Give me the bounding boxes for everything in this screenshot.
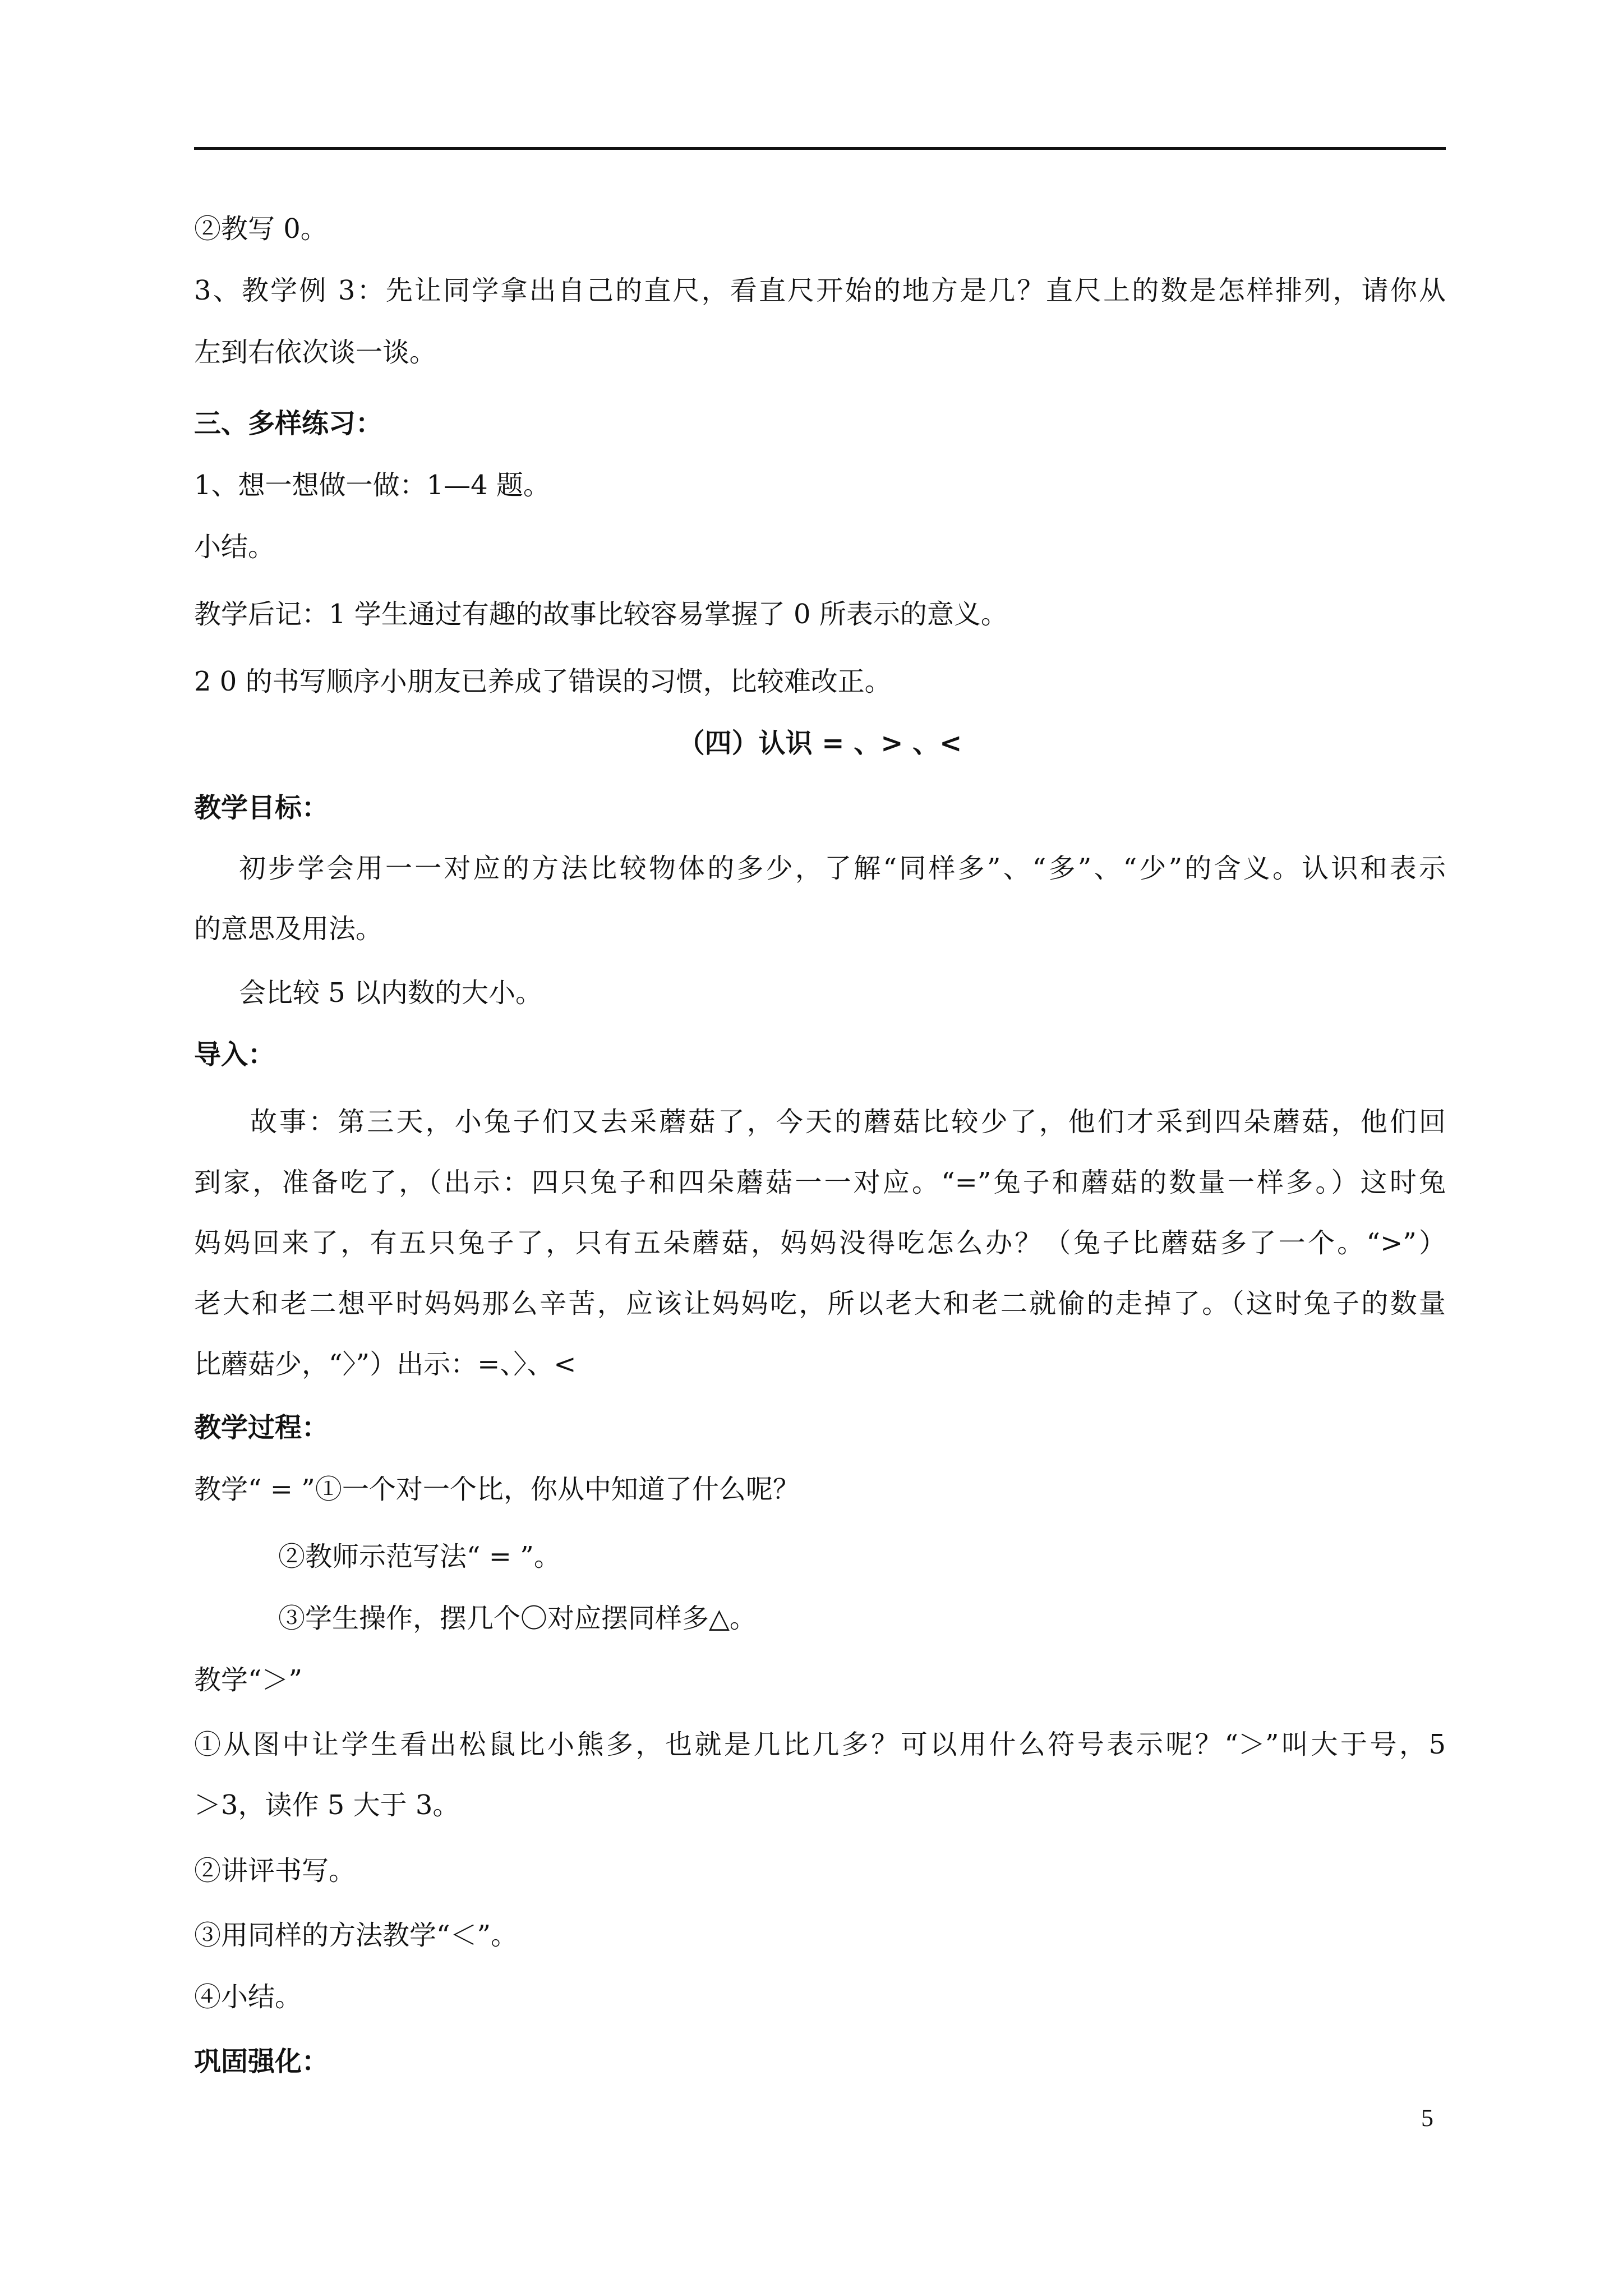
text-line: ②教师示范写法“ = ”。: [278, 1541, 561, 1572]
text-line: 妈妈回来了，有五只兔子了，只有五朵蘑菇，妈妈没得吃怎么办？（兔子比蘑菇多了一个。“>”）: [194, 1227, 1446, 1259]
text-line: ＞3，读作 5 大于 3。: [194, 1789, 460, 1821]
text-line: ②讲评书写。: [194, 1855, 356, 1887]
section-heading: 教学目标：: [194, 792, 329, 823]
text-line: 老大和老二想平时妈妈那么辛苦，应该让妈妈吃，所以老大和老二就偷的走掉了。（这时兔子的数量: [194, 1288, 1446, 1319]
text-line: 教学“ = ”①一个对一个比，你从中知道了什么呢？: [194, 1474, 800, 1505]
text-line: 小结。: [194, 531, 275, 563]
text-line: 教学“＞”: [194, 1664, 303, 1696]
section-heading: 教学过程：: [194, 1412, 329, 1443]
text-line: 的意思及用法。: [194, 913, 383, 945]
page-number: 5: [1421, 2104, 1433, 2132]
text-line: 初步学会用一一对应的方法比较物体的多少，了解“同样多”、“多”、“少”的含义。认识和表示: [239, 853, 1446, 884]
text-line: 2 0 的书写顺序小朋友已养成了错误的习惯，比较难改正。: [194, 666, 892, 697]
text-line: 到家，准备吃了，（出示：四只兔子和四朵蘑菇一一对应。“=”兔子和蘑菇的数量一样多。）这时兔: [194, 1167, 1446, 1198]
text-line: 教学后记：1 学生通过有趣的故事比较容易掌握了 0 所表示的意义。: [194, 599, 1008, 630]
text-line: ③用同样的方法教学“＜”。: [194, 1920, 518, 1951]
text-line: ③学生操作，摆几个〇对应摆同样多△。: [278, 1603, 757, 1634]
text-line: 3、教学例 3：先让同学拿出自己的直尺，看直尺开始的地方是几？直尺上的数是怎样排列，请你从: [194, 275, 1446, 306]
text-line: 故事：第三天，小兔子们又去采蘑菇了，今天的蘑菇比较少了，他们才采到四朵蘑菇，他们回: [250, 1106, 1446, 1138]
text-line: ①从图中让学生看出松鼠比小熊多，也就是几比几多？可以用什么符号表示呢？“＞”叫大于号，5: [194, 1729, 1446, 1760]
text-line: 比蘑菇少，“〉”）出示：=、〉、<: [194, 1349, 577, 1380]
header-rule: [194, 147, 1446, 150]
text-line: 会比较 5 以内数的大小。: [239, 977, 543, 1009]
section-heading: 导入：: [194, 1039, 275, 1070]
text-line: ④小结。: [194, 1981, 302, 2013]
lesson-title: （四）认识 = 、> 、<: [677, 728, 962, 759]
text-line: 1、想一想做一做：1—4 题。: [194, 470, 550, 501]
section-heading: 巩固强化：: [194, 2046, 329, 2077]
text-line: 左到右依次谈一谈。: [194, 337, 437, 368]
section-heading: 三、多样练习：: [194, 408, 383, 439]
text-line: ②教写 0。: [194, 213, 328, 245]
